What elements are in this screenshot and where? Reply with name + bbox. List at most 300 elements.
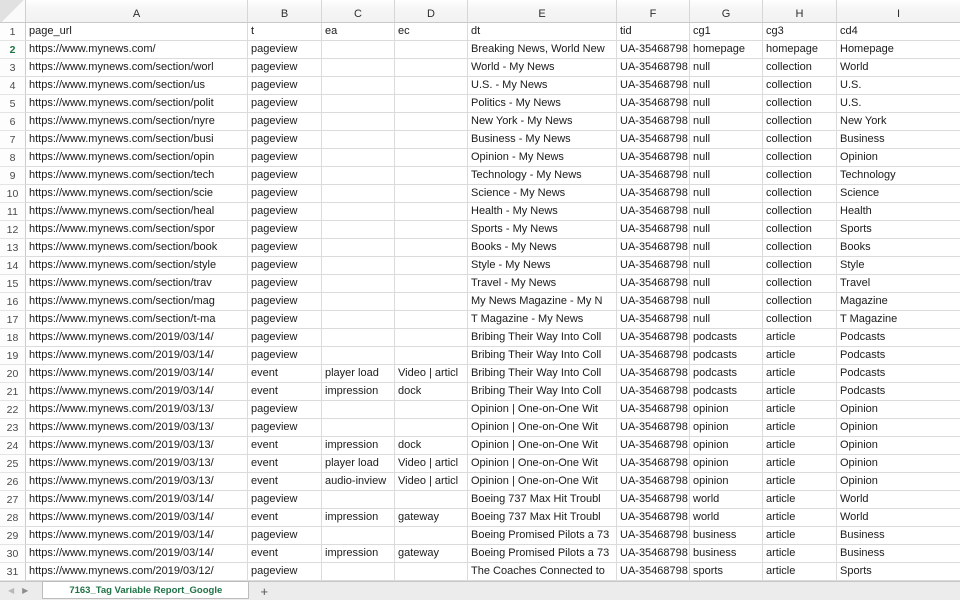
row-header-10[interactable]: 10: [0, 185, 26, 203]
row-header-21[interactable]: 21: [0, 383, 26, 401]
cell-G11[interactable]: null: [690, 203, 763, 221]
cell-C28[interactable]: impression: [322, 509, 395, 527]
cell-F21[interactable]: UA-35468798: [617, 383, 690, 401]
select-all-corner[interactable]: [0, 0, 26, 22]
cell-E17[interactable]: T Magazine - My News: [468, 311, 617, 329]
cell-E10[interactable]: Science - My News: [468, 185, 617, 203]
cell-C9[interactable]: [322, 167, 395, 185]
cell-I1[interactable]: cd4: [837, 23, 960, 41]
cell-F2[interactable]: UA-35468798: [617, 41, 690, 59]
row-header-23[interactable]: 23: [0, 419, 26, 437]
cell-G14[interactable]: null: [690, 257, 763, 275]
cell-C4[interactable]: [322, 77, 395, 95]
cell-D4[interactable]: [395, 77, 468, 95]
cell-D26[interactable]: Video | articl: [395, 473, 468, 491]
row-header-3[interactable]: 3: [0, 59, 26, 77]
row-header-26[interactable]: 26: [0, 473, 26, 491]
cell-F24[interactable]: UA-35468798: [617, 437, 690, 455]
cell-F15[interactable]: UA-35468798: [617, 275, 690, 293]
row-header-16[interactable]: 16: [0, 293, 26, 311]
cell-C31[interactable]: [322, 563, 395, 581]
cell-G20[interactable]: podcasts: [690, 365, 763, 383]
cell-B15[interactable]: pageview: [248, 275, 322, 293]
cell-C16[interactable]: [322, 293, 395, 311]
cell-H28[interactable]: article: [763, 509, 837, 527]
cell-F6[interactable]: UA-35468798: [617, 113, 690, 131]
cell-E31[interactable]: The Coaches Connected to: [468, 563, 617, 581]
cell-I7[interactable]: Business: [837, 131, 960, 149]
cell-E21[interactable]: Bribing Their Way Into Coll: [468, 383, 617, 401]
cell-H29[interactable]: article: [763, 527, 837, 545]
cell-H17[interactable]: collection: [763, 311, 837, 329]
cell-H19[interactable]: article: [763, 347, 837, 365]
cell-G9[interactable]: null: [690, 167, 763, 185]
cell-H7[interactable]: collection: [763, 131, 837, 149]
cell-H1[interactable]: cg3: [763, 23, 837, 41]
cell-I30[interactable]: Business: [837, 545, 960, 563]
cell-I20[interactable]: Podcasts: [837, 365, 960, 383]
cell-A18[interactable]: https://www.mynews.com/2019/03/14/: [26, 329, 248, 347]
cell-F29[interactable]: UA-35468798: [617, 527, 690, 545]
cell-A16[interactable]: https://www.mynews.com/section/mag: [26, 293, 248, 311]
cell-B28[interactable]: event: [248, 509, 322, 527]
column-header-I[interactable]: I: [896, 8, 901, 20]
cell-D24[interactable]: dock: [395, 437, 468, 455]
cell-B10[interactable]: pageview: [248, 185, 322, 203]
cell-I18[interactable]: Podcasts: [837, 329, 960, 347]
cell-C26[interactable]: audio-inview: [322, 473, 395, 491]
cell-G1[interactable]: cg1: [690, 23, 763, 41]
cell-G24[interactable]: opinion: [690, 437, 763, 455]
cell-D25[interactable]: Video | articl: [395, 455, 468, 473]
cell-B30[interactable]: event: [248, 545, 322, 563]
cell-H10[interactable]: collection: [763, 185, 837, 203]
cell-G15[interactable]: null: [690, 275, 763, 293]
cell-C12[interactable]: [322, 221, 395, 239]
column-header-E[interactable]: E: [468, 0, 617, 22]
cell-H22[interactable]: article: [763, 401, 837, 419]
cell-A23[interactable]: https://www.mynews.com/2019/03/13/: [26, 419, 248, 437]
active-sheet-tab[interactable]: 7163_Tag Variable Report_Google: [42, 581, 249, 599]
cell-I15[interactable]: Travel: [837, 275, 960, 293]
cell-G12[interactable]: null: [690, 221, 763, 239]
cell-H15[interactable]: collection: [763, 275, 837, 293]
cell-C3[interactable]: [322, 59, 395, 77]
cell-D13[interactable]: [395, 239, 468, 257]
cell-D27[interactable]: [395, 491, 468, 509]
cell-E15[interactable]: Travel - My News: [468, 275, 617, 293]
row-header-18[interactable]: 18: [0, 329, 26, 347]
cell-E7[interactable]: Business - My News: [468, 131, 617, 149]
cell-F7[interactable]: UA-35468798: [617, 131, 690, 149]
cell-A27[interactable]: https://www.mynews.com/2019/03/14/: [26, 491, 248, 509]
row-header-15[interactable]: 15: [0, 275, 26, 293]
cell-E1[interactable]: dt: [468, 23, 617, 41]
cell-F10[interactable]: UA-35468798: [617, 185, 690, 203]
cell-D9[interactable]: [395, 167, 468, 185]
row-header-22[interactable]: 22: [0, 401, 26, 419]
cell-A11[interactable]: https://www.mynews.com/section/heal: [26, 203, 248, 221]
cell-I8[interactable]: Opinion: [837, 149, 960, 167]
cell-G18[interactable]: podcasts: [690, 329, 763, 347]
cell-I27[interactable]: World: [837, 491, 960, 509]
cell-F5[interactable]: UA-35468798: [617, 95, 690, 113]
cell-C6[interactable]: [322, 113, 395, 131]
cell-C10[interactable]: [322, 185, 395, 203]
cell-H30[interactable]: article: [763, 545, 837, 563]
cell-H27[interactable]: article: [763, 491, 837, 509]
cell-B23[interactable]: pageview: [248, 419, 322, 437]
cell-E16[interactable]: My News Magazine - My N: [468, 293, 617, 311]
cell-B3[interactable]: pageview: [248, 59, 322, 77]
cell-I26[interactable]: Opinion: [837, 473, 960, 491]
add-sheet-button[interactable]: +: [260, 583, 269, 599]
cell-E2[interactable]: Breaking News, World New: [468, 41, 617, 59]
cell-F12[interactable]: UA-35468798: [617, 221, 690, 239]
cell-C20[interactable]: player load: [322, 365, 395, 383]
cell-D8[interactable]: [395, 149, 468, 167]
cell-B12[interactable]: pageview: [248, 221, 322, 239]
row-header-27[interactable]: 27: [0, 491, 26, 509]
cell-H12[interactable]: collection: [763, 221, 837, 239]
cell-A22[interactable]: https://www.mynews.com/2019/03/13/: [26, 401, 248, 419]
cell-I14[interactable]: Style: [837, 257, 960, 275]
cell-C23[interactable]: [322, 419, 395, 437]
row-header-4[interactable]: 4: [0, 77, 26, 95]
row-header-7[interactable]: 7: [0, 131, 26, 149]
cell-A26[interactable]: https://www.mynews.com/2019/03/13/: [26, 473, 248, 491]
row-header-13[interactable]: 13: [0, 239, 26, 257]
cell-I25[interactable]: Opinion: [837, 455, 960, 473]
column-header-B[interactable]: B: [248, 0, 322, 22]
cell-E11[interactable]: Health - My News: [468, 203, 617, 221]
cell-G22[interactable]: opinion: [690, 401, 763, 419]
cell-E5[interactable]: Politics - My News: [468, 95, 617, 113]
cell-I19[interactable]: Podcasts: [837, 347, 960, 365]
cell-F8[interactable]: UA-35468798: [617, 149, 690, 167]
cell-F23[interactable]: UA-35468798: [617, 419, 690, 437]
cell-B31[interactable]: pageview: [248, 563, 322, 581]
cell-D7[interactable]: [395, 131, 468, 149]
cell-A5[interactable]: https://www.mynews.com/section/polit: [26, 95, 248, 113]
cell-H16[interactable]: collection: [763, 293, 837, 311]
cell-A6[interactable]: https://www.mynews.com/section/nyre: [26, 113, 248, 131]
cell-B22[interactable]: pageview: [248, 401, 322, 419]
cell-H3[interactable]: collection: [763, 59, 837, 77]
cell-F30[interactable]: UA-35468798: [617, 545, 690, 563]
cell-B2[interactable]: pageview: [248, 41, 322, 59]
cell-G6[interactable]: null: [690, 113, 763, 131]
cell-C11[interactable]: [322, 203, 395, 221]
cell-E14[interactable]: Style - My News: [468, 257, 617, 275]
row-header-12[interactable]: 12: [0, 221, 26, 239]
row-header-31[interactable]: 31: [0, 563, 26, 581]
cell-B17[interactable]: pageview: [248, 311, 322, 329]
cell-G2[interactable]: homepage: [690, 41, 763, 59]
cell-I11[interactable]: Health: [837, 203, 960, 221]
cell-I31[interactable]: Sports: [837, 563, 960, 581]
cell-H9[interactable]: collection: [763, 167, 837, 185]
row-header-20[interactable]: 20: [0, 365, 26, 383]
cell-A17[interactable]: https://www.mynews.com/section/t-ma: [26, 311, 248, 329]
cell-C15[interactable]: [322, 275, 395, 293]
cell-A10[interactable]: https://www.mynews.com/section/scie: [26, 185, 248, 203]
cell-I3[interactable]: World: [837, 59, 960, 77]
cell-I21[interactable]: Podcasts: [837, 383, 960, 401]
cell-G30[interactable]: business: [690, 545, 763, 563]
column-header-D[interactable]: D: [395, 0, 468, 22]
cell-D2[interactable]: [395, 41, 468, 59]
cell-D16[interactable]: [395, 293, 468, 311]
cell-E30[interactable]: Boeing Promised Pilots a 73: [468, 545, 617, 563]
cell-B13[interactable]: pageview: [248, 239, 322, 257]
row-header-11[interactable]: 11: [0, 203, 26, 221]
cell-B29[interactable]: pageview: [248, 527, 322, 545]
cell-I23[interactable]: Opinion: [837, 419, 960, 437]
cell-F13[interactable]: UA-35468798: [617, 239, 690, 257]
cell-B24[interactable]: event: [248, 437, 322, 455]
cell-H26[interactable]: article: [763, 473, 837, 491]
cell-E8[interactable]: Opinion - My News: [468, 149, 617, 167]
row-header-29[interactable]: 29: [0, 527, 26, 545]
cell-D11[interactable]: [395, 203, 468, 221]
cell-H13[interactable]: collection: [763, 239, 837, 257]
cell-B4[interactable]: pageview: [248, 77, 322, 95]
row-header-5[interactable]: 5: [0, 95, 26, 113]
cell-E12[interactable]: Sports - My News: [468, 221, 617, 239]
cell-D15[interactable]: [395, 275, 468, 293]
cell-I22[interactable]: Opinion: [837, 401, 960, 419]
cell-E24[interactable]: Opinion | One-on-One Wit: [468, 437, 617, 455]
cell-H14[interactable]: collection: [763, 257, 837, 275]
cell-A12[interactable]: https://www.mynews.com/section/spor: [26, 221, 248, 239]
row-header-9[interactable]: 9: [0, 167, 26, 185]
column-header-C[interactable]: C: [322, 0, 395, 22]
cell-E29[interactable]: Boeing Promised Pilots a 73: [468, 527, 617, 545]
cell-G19[interactable]: podcasts: [690, 347, 763, 365]
row-header-30[interactable]: 30: [0, 545, 26, 563]
cell-D29[interactable]: [395, 527, 468, 545]
cell-A15[interactable]: https://www.mynews.com/section/trav: [26, 275, 248, 293]
cell-D10[interactable]: [395, 185, 468, 203]
cell-D12[interactable]: [395, 221, 468, 239]
cell-B7[interactable]: pageview: [248, 131, 322, 149]
cell-A3[interactable]: https://www.mynews.com/section/worl: [26, 59, 248, 77]
row-header-24[interactable]: 24: [0, 437, 26, 455]
cell-I10[interactable]: Science: [837, 185, 960, 203]
cell-H31[interactable]: article: [763, 563, 837, 581]
cell-C27[interactable]: [322, 491, 395, 509]
row-header-8[interactable]: 8: [0, 149, 26, 167]
cell-C7[interactable]: [322, 131, 395, 149]
cell-G4[interactable]: null: [690, 77, 763, 95]
cell-B6[interactable]: pageview: [248, 113, 322, 131]
cell-B11[interactable]: pageview: [248, 203, 322, 221]
cell-A20[interactable]: https://www.mynews.com/2019/03/14/: [26, 365, 248, 383]
cell-D21[interactable]: dock: [395, 383, 468, 401]
cell-F3[interactable]: UA-35468798: [617, 59, 690, 77]
cell-I16[interactable]: Magazine: [837, 293, 960, 311]
cell-G8[interactable]: null: [690, 149, 763, 167]
cell-C8[interactable]: [322, 149, 395, 167]
cell-D3[interactable]: [395, 59, 468, 77]
cell-C21[interactable]: impression: [322, 383, 395, 401]
cell-C1[interactable]: ea: [322, 23, 395, 41]
cell-B5[interactable]: pageview: [248, 95, 322, 113]
cell-B27[interactable]: pageview: [248, 491, 322, 509]
cell-G7[interactable]: null: [690, 131, 763, 149]
cell-F4[interactable]: UA-35468798: [617, 77, 690, 95]
cell-E4[interactable]: U.S. - My News: [468, 77, 617, 95]
cell-H25[interactable]: article: [763, 455, 837, 473]
cell-B16[interactable]: pageview: [248, 293, 322, 311]
column-header-G[interactable]: G: [690, 0, 763, 22]
cell-H21[interactable]: article: [763, 383, 837, 401]
cell-B21[interactable]: event: [248, 383, 322, 401]
cell-H6[interactable]: collection: [763, 113, 837, 131]
cell-D17[interactable]: [395, 311, 468, 329]
cell-D30[interactable]: gateway: [395, 545, 468, 563]
cell-E20[interactable]: Bribing Their Way Into Coll: [468, 365, 617, 383]
cell-C13[interactable]: [322, 239, 395, 257]
cell-C17[interactable]: [322, 311, 395, 329]
cell-H20[interactable]: article: [763, 365, 837, 383]
cell-D1[interactable]: ec: [395, 23, 468, 41]
cell-G5[interactable]: null: [690, 95, 763, 113]
cell-F27[interactable]: UA-35468798: [617, 491, 690, 509]
cell-D6[interactable]: [395, 113, 468, 131]
cell-I2[interactable]: Homepage: [837, 41, 960, 59]
cell-D5[interactable]: [395, 95, 468, 113]
row-header-1[interactable]: 1: [0, 23, 26, 41]
cell-E23[interactable]: Opinion | One-on-One Wit: [468, 419, 617, 437]
cell-A30[interactable]: https://www.mynews.com/2019/03/14/: [26, 545, 248, 563]
cell-A2[interactable]: https://www.mynews.com/: [26, 41, 248, 59]
row-header-25[interactable]: 25: [0, 455, 26, 473]
cell-D20[interactable]: Video | articl: [395, 365, 468, 383]
cell-H18[interactable]: article: [763, 329, 837, 347]
cell-E19[interactable]: Bribing Their Way Into Coll: [468, 347, 617, 365]
cell-A7[interactable]: https://www.mynews.com/section/busi: [26, 131, 248, 149]
cell-A21[interactable]: https://www.mynews.com/2019/03/14/: [26, 383, 248, 401]
cell-G10[interactable]: null: [690, 185, 763, 203]
cell-H11[interactable]: collection: [763, 203, 837, 221]
prev-sheet-arrow-icon[interactable]: ◀: [8, 586, 15, 595]
cell-G25[interactable]: opinion: [690, 455, 763, 473]
cell-G27[interactable]: world: [690, 491, 763, 509]
cell-E13[interactable]: Books - My News: [468, 239, 617, 257]
cell-F17[interactable]: UA-35468798: [617, 311, 690, 329]
cell-F19[interactable]: UA-35468798: [617, 347, 690, 365]
cell-I28[interactable]: World: [837, 509, 960, 527]
cell-B8[interactable]: pageview: [248, 149, 322, 167]
cell-C29[interactable]: [322, 527, 395, 545]
cell-E3[interactable]: World - My News: [468, 59, 617, 77]
cell-I29[interactable]: Business: [837, 527, 960, 545]
next-sheet-arrow-icon[interactable]: ▶: [22, 586, 29, 595]
cell-D22[interactable]: [395, 401, 468, 419]
cell-D18[interactable]: [395, 329, 468, 347]
row-header-6[interactable]: 6: [0, 113, 26, 131]
cell-A28[interactable]: https://www.mynews.com/2019/03/14/: [26, 509, 248, 527]
cell-H8[interactable]: collection: [763, 149, 837, 167]
cell-A1[interactable]: page_url: [26, 23, 248, 41]
cell-G28[interactable]: world: [690, 509, 763, 527]
cell-D28[interactable]: gateway: [395, 509, 468, 527]
cell-G3[interactable]: null: [690, 59, 763, 77]
cell-I9[interactable]: Technology: [837, 167, 960, 185]
cell-G17[interactable]: null: [690, 311, 763, 329]
cell-C25[interactable]: player load: [322, 455, 395, 473]
cell-E25[interactable]: Opinion | One-on-One Wit: [468, 455, 617, 473]
cell-F28[interactable]: UA-35468798: [617, 509, 690, 527]
cell-F31[interactable]: UA-35468798: [617, 563, 690, 581]
cell-A8[interactable]: https://www.mynews.com/section/opin: [26, 149, 248, 167]
cell-G13[interactable]: null: [690, 239, 763, 257]
cell-A4[interactable]: https://www.mynews.com/section/us: [26, 77, 248, 95]
cell-A14[interactable]: https://www.mynews.com/section/style: [26, 257, 248, 275]
cell-A31[interactable]: https://www.mynews.com/2019/03/12/: [26, 563, 248, 581]
cell-A24[interactable]: https://www.mynews.com/2019/03/13/: [26, 437, 248, 455]
cell-E6[interactable]: New York - My News: [468, 113, 617, 131]
cell-F16[interactable]: UA-35468798: [617, 293, 690, 311]
cell-I12[interactable]: Sports: [837, 221, 960, 239]
row-header-2[interactable]: 2: [0, 41, 26, 59]
cell-G23[interactable]: opinion: [690, 419, 763, 437]
row-header-28[interactable]: 28: [0, 509, 26, 527]
cell-E9[interactable]: Technology - My News: [468, 167, 617, 185]
cell-I6[interactable]: New York: [837, 113, 960, 131]
cell-D23[interactable]: [395, 419, 468, 437]
cell-E18[interactable]: Bribing Their Way Into Coll: [468, 329, 617, 347]
cell-I13[interactable]: Books: [837, 239, 960, 257]
cell-C19[interactable]: [322, 347, 395, 365]
cell-F9[interactable]: UA-35468798: [617, 167, 690, 185]
cell-B14[interactable]: pageview: [248, 257, 322, 275]
row-header-17[interactable]: 17: [0, 311, 26, 329]
cell-F22[interactable]: UA-35468798: [617, 401, 690, 419]
cell-B26[interactable]: event: [248, 473, 322, 491]
cell-F26[interactable]: UA-35468798: [617, 473, 690, 491]
row-header-14[interactable]: 14: [0, 257, 26, 275]
cell-A29[interactable]: https://www.mynews.com/2019/03/14/: [26, 527, 248, 545]
cell-E22[interactable]: Opinion | One-on-One Wit: [468, 401, 617, 419]
cell-G16[interactable]: null: [690, 293, 763, 311]
cell-E27[interactable]: Boeing 737 Max Hit Troubl: [468, 491, 617, 509]
cell-A13[interactable]: https://www.mynews.com/section/book: [26, 239, 248, 257]
cell-B18[interactable]: pageview: [248, 329, 322, 347]
cell-B19[interactable]: pageview: [248, 347, 322, 365]
cell-I4[interactable]: U.S.: [837, 77, 960, 95]
cell-C14[interactable]: [322, 257, 395, 275]
cell-G29[interactable]: business: [690, 527, 763, 545]
cell-H2[interactable]: homepage: [763, 41, 837, 59]
cell-I24[interactable]: Opinion: [837, 437, 960, 455]
cell-F14[interactable]: UA-35468798: [617, 257, 690, 275]
cell-D19[interactable]: [395, 347, 468, 365]
cell-F20[interactable]: UA-35468798: [617, 365, 690, 383]
row-header-19[interactable]: 19: [0, 347, 26, 365]
cell-C24[interactable]: impression: [322, 437, 395, 455]
cell-F11[interactable]: UA-35468798: [617, 203, 690, 221]
cell-C22[interactable]: [322, 401, 395, 419]
cell-C2[interactable]: [322, 41, 395, 59]
cell-F18[interactable]: UA-35468798: [617, 329, 690, 347]
cell-H4[interactable]: collection: [763, 77, 837, 95]
cell-F1[interactable]: tid: [617, 23, 690, 41]
cell-I17[interactable]: T Magazine: [837, 311, 960, 329]
cell-G21[interactable]: podcasts: [690, 383, 763, 401]
